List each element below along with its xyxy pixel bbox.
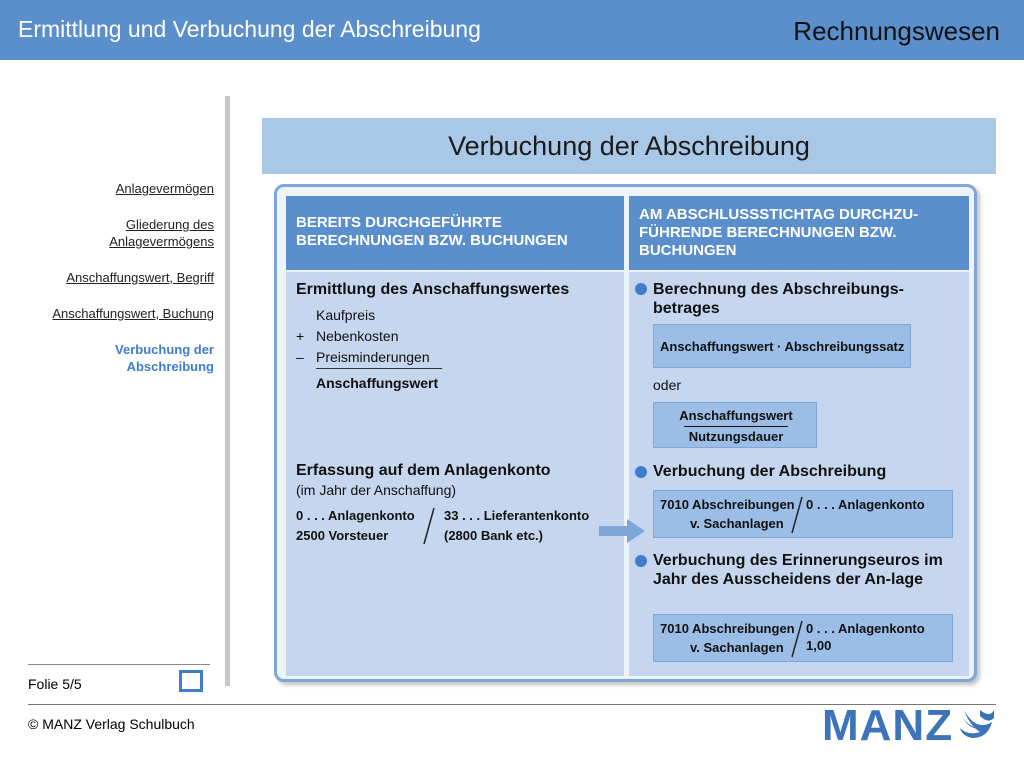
anschaffungswert-result: Anschaffungswert [316,375,439,391]
booking-slash-icon [422,506,436,546]
bullet-icon [635,283,647,295]
home-button[interactable] [179,670,203,692]
debit-anlagenkonto: 0 . . . Anlagenkonto [296,508,415,523]
logo-text: MANZ [822,701,954,750]
memory-euro-booking-box [653,614,953,662]
credit-lieferantenkonto: 33 . . . Lieferantenkonto [444,508,590,523]
header-subject: Rechnungswesen [793,16,1000,46]
sidebar-item-anschaffungswert-begriff[interactable]: Anschaffungswert, Begriff [66,270,214,285]
logo-mark-icon [958,708,996,744]
fraction-box [653,402,817,448]
arrow-right-icon [599,519,647,543]
sidebar-nav [0,180,214,394]
copyright: © MANZ Verlag Schulbuch [28,716,195,732]
fraction-numerator: Anschaffungswert [679,408,793,423]
credit-anlagenkonto: 0 . . . Anlagenkonto [806,497,925,512]
fraction-line [684,426,788,427]
sum-underline [316,368,442,369]
bullet-icon [635,466,647,478]
bullet-icon [635,555,647,567]
preisminderungen-line: Preisminderungen [316,349,430,365]
oder-text: oder [653,377,682,393]
anlagenkonto-heading: Erfassung auf dem Anlagenkonto [296,462,551,479]
header-title: Ermittlung und Verbuchung der Abschreibung [18,16,481,42]
sidebar-item-gliederung[interactable]: Gliederung des Anlagevermögens [109,217,214,249]
debit-abschreibungen: 7010 Abschreibungen [660,497,795,512]
acquisition-value-heading: Ermittlung des Anschaffungswertes [296,281,570,298]
slide-title-band [262,118,996,174]
debit-sachanlagen: v. Sachanlagen [690,516,784,531]
nebenkosten-line: Nebenkosten [316,328,399,344]
credit-anlagenkonto-1: 0 . . . Anlagenkonto 1,00 [806,621,925,653]
left-column-body [286,272,624,676]
depreciation-booking-box [653,490,953,538]
header-bar [0,0,1024,60]
slide-title: Verbuchung der Abschreibung [448,131,810,161]
debit-sachanlagen: v. Sachanlagen [690,640,784,655]
formula-box [653,324,911,368]
booking-slash-icon [790,495,804,535]
sidebar-item-verbuchung[interactable]: Verbuchung der Abschreibung [115,342,214,374]
booking-figure [274,184,977,682]
booking-slash-icon [790,619,804,659]
plus-sign: + [296,328,305,344]
right-column-heading: AM ABSCHLUSSSTICHTAG DURCHZU-FÜHRENDE BERECHNUNGEN BZW. BUCHUNGEN [629,196,969,270]
debit-vorsteuer: 2500 Vorsteuer [296,528,389,543]
credit-bank: (2800 Bank etc.) [444,528,543,543]
sidebar-divider [225,96,230,686]
debit-abschreibungen: 7010 Abschreibungen [660,621,795,636]
manz-logo [822,701,998,750]
slide-counter: Folie 5/5 [28,676,82,692]
kaufpreis-line: Kaufpreis [316,307,376,323]
depreciation-booking-heading: Verbuchung der Abschreibung [653,463,887,480]
folie-divider [28,664,210,665]
calculation-heading: Berechnung des Abschreibungs-betrages [653,281,904,317]
sidebar-item-anschaffungswert-buchung[interactable]: Anschaffungswert, Buchung [52,306,214,321]
sidebar-item-anlagevermoegen[interactable]: Anlagevermögen [115,181,214,196]
minus-sign: – [296,349,304,365]
right-column-body [629,272,969,676]
memory-euro-heading: Verbuchung des Erinnerungseuros im Jahr des Ausscheidens der An-lage [653,552,943,588]
formula-text: Anschaffungswert · Abschreibungssatz [660,339,905,354]
fraction-denominator: Nutzungsdauer [688,429,784,444]
left-column-heading: BEREITS DURCHGEFÜHRTE BERECHNUNGEN BZW. BUCHUNGEN [286,196,624,270]
anlagenkonto-subtitle: (im Jahr der Anschaffung) [296,482,457,498]
